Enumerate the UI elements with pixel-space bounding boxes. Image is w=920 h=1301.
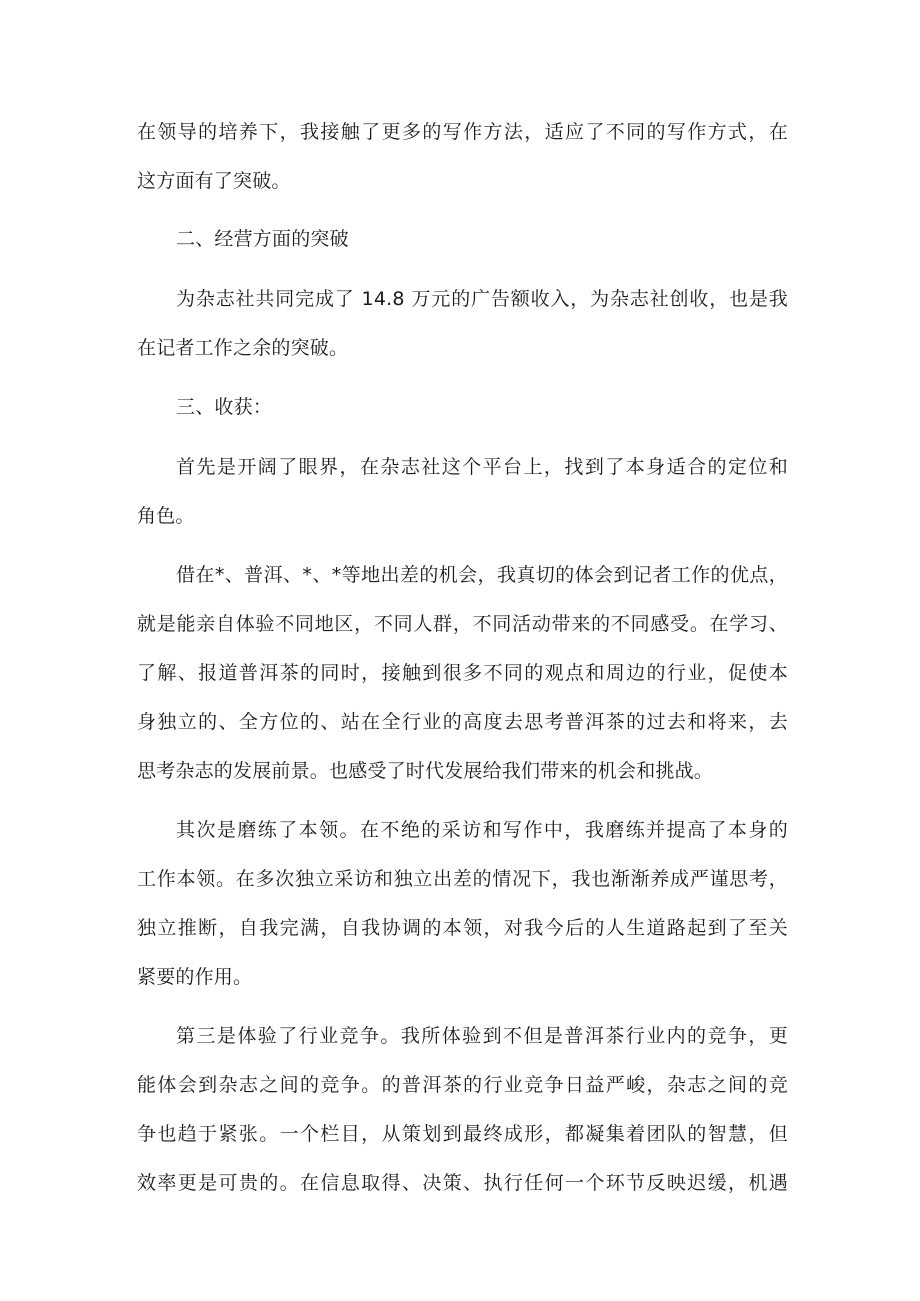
paragraph-4-line-3: 了解、报道普洱茶的同时，接触到很多不同的观点和周边的行业，促使本 (137, 662, 788, 684)
paragraph-3-line-1: 首先是开阔了眼界，在杂志社这个平台上，找到了本身适合的定位和 (176, 456, 788, 478)
paragraph-4-line-4: 身独立的、全方位的、站在全行业的高度去思考普洱茶的过去和将来，去 (137, 711, 788, 733)
section-heading-business: 二、经营方面的突破 (176, 228, 349, 250)
paragraph-5-line-3: 独立推断，自我完满，自我协调的本领，对我今后的人生道路起到了至关 (137, 917, 788, 939)
paragraph-2-line-1: 为杂志社共同完成了 14.8 万元的广告额收入，为杂志社创收，也是我 (176, 288, 788, 310)
paragraph-4-line-5: 思考杂志的发展前景。也感受了时代发展给我们带来的机会和挑战。 (137, 760, 714, 782)
paragraph-5-line-2: 工作本领。在多次独立采访和独立出差的情况下，我也渐渐养成严谨思考， (137, 868, 788, 890)
paragraph-6-line-2: 能体会到杂志之间的竞争。的普洱茶的行业竞争日益严峻，杂志之间的竞 (137, 1074, 788, 1096)
paragraph-2-line-2: 在记者工作之余的突破。 (137, 337, 349, 359)
paragraph-5-line-1: 其次是磨练了本领。在不绝的采访和写作中，我磨练并提高了本身的 (176, 819, 788, 841)
paragraph-6-line-3: 争也趋于紧张。一个栏目，从策划到最终成形，都凝集着团队的智慧，但 (137, 1123, 788, 1145)
paragraph-4-line-2: 就是能亲自体验不同地区，不同人群，不同活动带来的不同感受。在学习、 (137, 613, 788, 635)
paragraph-1-line-2: 这方面有了突破。 (137, 170, 291, 192)
paragraph-6-line-1: 第三是体验了行业竞争。我所体验到不但是普洱茶行业内的竞争，更 (176, 1025, 788, 1047)
paragraph-4-line-1: 借在*、普洱、*、*等地出差的机会，我真切的体会到记者工作的优点， (176, 564, 788, 586)
paragraph-6-line-4: 效率更是可贵的。在信息取得、决策、执行任何一个环节反映迟缓，机遇 (137, 1172, 788, 1194)
paragraph-1-line-1: 在领导的培养下，我接触了更多的写作方法，适应了不同的写作方式，在 (137, 121, 788, 143)
section-heading-harvest: 三、收获： (176, 396, 273, 418)
paragraph-5-line-4: 紧要的作用。 (137, 966, 253, 988)
paragraph-3-line-2: 角色。 (137, 505, 195, 527)
